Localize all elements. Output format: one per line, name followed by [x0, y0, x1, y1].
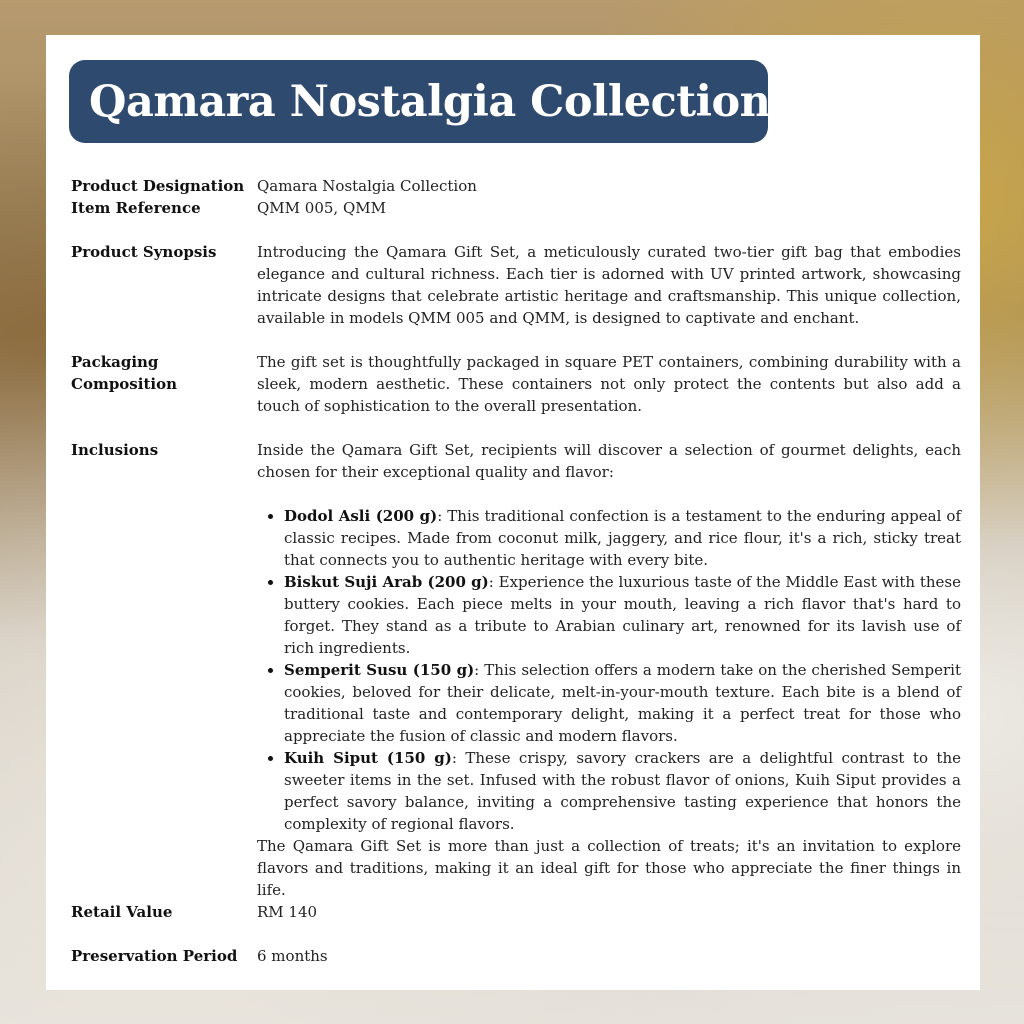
row-packaging	[71, 351, 961, 417]
list-item	[284, 747, 961, 835]
label-inclusions: Inclusions	[71, 441, 159, 459]
label-packaging	[71, 351, 251, 395]
item-name: Semperit Susu (150 g)	[284, 661, 475, 679]
inclusions-outro: The Qamara Gift Set is more than just a collection of treats; it's an invitation to explore flavors and traditions, making it an ideal gift for those who appreciate the finer things in life.	[257, 837, 961, 899]
row-reference	[71, 197, 961, 219]
label-packaging-line1: Packaging	[71, 353, 159, 371]
item-desc: : This selection offers a modern take on the cherished Semperit cookies, beloved for their delicate, melt-in-your-mouth texture. Each bite is a blend of traditional taste and contemporary delight, making it a perfect treat for those who appreciate the fusion of classic and modern flavors.	[284, 661, 961, 745]
product-card	[46, 35, 980, 990]
item-name: Kuih Siput (150 g)	[284, 749, 452, 767]
value-designation: Qamara Nostalgia Collection	[257, 177, 477, 195]
title-banner	[69, 60, 771, 143]
page-title: Qamara Nostalgia Collection	[89, 76, 771, 127]
value-preservation: 6 months	[257, 947, 328, 965]
value-reference: QMM 005, QMM	[257, 199, 386, 217]
row-designation	[71, 175, 961, 197]
item-desc: : This traditional confection is a testament to the enduring appeal of classic recipes. Made from coconut milk, jaggery, and rice flour, it's a rich, sticky treat that connects you to authentic heritage with every bite.	[284, 507, 962, 569]
item-desc: : These crispy, savory crackers are a delightful contrast to the sweeter items in the set. Infused with the robust flavor of onions, Kuih Siput provides a perfect savory balance, inviting a comprehensive tasting experience that honors the complexity of regional flavors.	[284, 749, 961, 833]
list-item	[284, 571, 961, 659]
list-item	[284, 659, 961, 747]
label-designation: Product Designation	[71, 177, 245, 195]
value-inclusions	[257, 439, 961, 901]
row-retail	[71, 901, 961, 923]
label-retail: Retail Value	[71, 903, 173, 921]
row-synopsis	[71, 241, 961, 329]
label-packaging-line2: Composition	[71, 375, 177, 393]
row-inclusions	[71, 439, 962, 899]
label-synopsis: Product Synopsis	[71, 243, 217, 261]
label-preservation: Preservation Period	[71, 947, 238, 965]
inclusions-intro: Inside the Qamara Gift Set, recipients will discover a selection of gourmet delights, each chosen for their exceptional quality and flavor:	[257, 441, 961, 481]
value-retail: RM 140	[257, 903, 318, 921]
item-name: Dodol Asli (200 g)	[284, 507, 438, 525]
list-item	[284, 505, 961, 571]
value-packaging: The gift set is thoughtfully packaged in square PET containers, combining durability with a sleek, modern aesthetic. These containers not only protect the contents but also add a touch of sophistication to the overall presentation.	[257, 353, 961, 415]
value-synopsis: Introducing the Qamara Gift Set, a meticulously curated two-tier gift bag that embodies elegance and cultural richness. Each tier is adorned with UV printed artwork, showcasing intricate designs that celebrate artistic heritage and craftsmanship. This unique collection, available in models QMM 005 and QMM, is designed to captivate and enchant.	[257, 243, 961, 327]
item-name: Biskut Suji Arab (200 g)	[284, 573, 489, 591]
item-desc: : Experience the luxurious taste of the Middle East with these buttery cookies. Each piece melts in your mouth, leaving a rich flavor that's hard to forget. They stand as a tribute to Arabian culinary art, renowned for its lavish use of rich ingredients.	[284, 573, 961, 657]
label-reference: Item Reference	[71, 199, 201, 217]
row-preservation	[71, 945, 961, 967]
inclusions-list	[257, 505, 961, 835]
